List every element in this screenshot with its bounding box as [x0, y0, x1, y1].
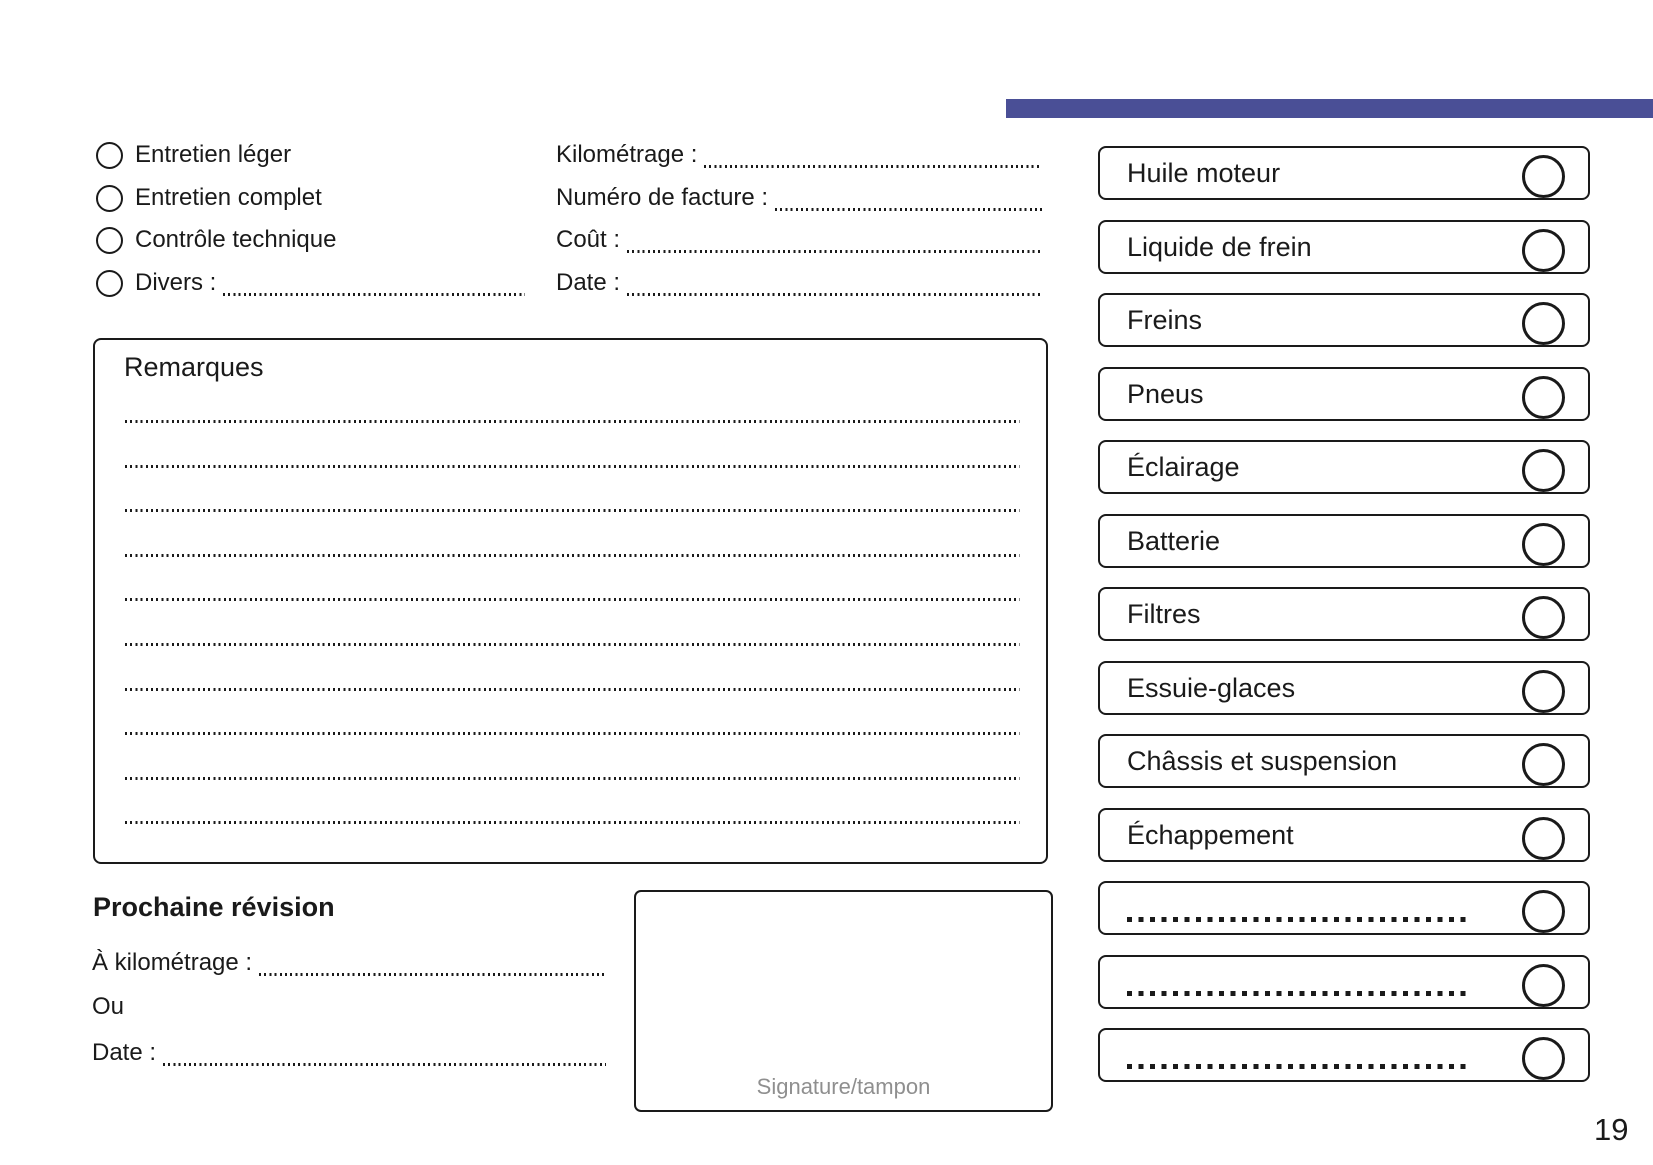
- service-option-controle-technique: [96, 223, 525, 257]
- next-service-label: À kilométrage :: [92, 949, 253, 976]
- remark-write-line[interactable]: [125, 554, 1020, 557]
- checklist-label: Essuie-glaces: [1127, 673, 1296, 703]
- checklist-label: Freins: [1127, 305, 1203, 335]
- blank-item-fill-line[interactable]: [1127, 991, 1472, 996]
- checklist-row-blank-3: [1098, 1028, 1590, 1082]
- kilometrage-fill-line[interactable]: [704, 165, 1042, 168]
- check-circle-icon[interactable]: [1522, 523, 1565, 566]
- next-service-kilometrage: [92, 946, 606, 980]
- check-circle-icon[interactable]: [1522, 817, 1565, 860]
- next-service-label: Date :: [92, 1039, 157, 1066]
- field-label: Numéro de facture :: [556, 184, 769, 211]
- remark-write-line[interactable]: [125, 777, 1020, 780]
- check-circle-icon[interactable]: [1522, 155, 1565, 198]
- checklist-label: Éclairage: [1127, 452, 1240, 482]
- next-date-fill-line[interactable]: [163, 1063, 606, 1066]
- radio-icon[interactable]: [96, 185, 123, 212]
- remark-write-line[interactable]: [125, 420, 1020, 423]
- checklist-row-echappement: [1098, 808, 1590, 862]
- next-kilometrage-fill-line[interactable]: [259, 973, 606, 976]
- service-option-entretien-leger: [96, 138, 525, 172]
- checklist-row-chassis-et-suspension: [1098, 734, 1590, 788]
- next-service-ou: [92, 990, 606, 1024]
- field-label: Date :: [556, 269, 621, 296]
- check-circle-icon[interactable]: [1522, 302, 1565, 345]
- signature-box[interactable]: [634, 890, 1053, 1112]
- next-service-date: [92, 1036, 606, 1070]
- checklist-row-filtres: [1098, 587, 1590, 641]
- service-option-label: Divers :: [135, 269, 217, 296]
- page-number: 19: [1594, 1112, 1629, 1147]
- date-fill-line[interactable]: [627, 293, 1042, 296]
- checklist-row-batterie: [1098, 514, 1590, 568]
- field-date: [556, 266, 1042, 300]
- service-option-divers: [96, 266, 525, 300]
- remark-write-line[interactable]: [125, 598, 1020, 601]
- check-circle-icon[interactable]: [1522, 670, 1565, 713]
- remarks-box: [93, 338, 1048, 864]
- checklist-label: Batterie: [1127, 526, 1221, 556]
- remark-write-line[interactable]: [125, 688, 1020, 691]
- radio-icon[interactable]: [96, 142, 123, 169]
- checklist-row-liquide-de-frein: [1098, 220, 1590, 274]
- remark-write-line[interactable]: [125, 643, 1020, 646]
- checklist-row-pneus: [1098, 367, 1590, 421]
- checklist-row-blank-2: [1098, 955, 1590, 1009]
- service-option-entretien-complet: [96, 181, 525, 215]
- checklist-label: Filtres: [1127, 599, 1201, 629]
- field-numero-facture: [556, 181, 1042, 215]
- checklist-row-huile-moteur: [1098, 146, 1590, 200]
- remark-write-line[interactable]: [125, 509, 1020, 512]
- checklist-label: Pneus: [1127, 379, 1204, 409]
- service-option-label: Entretien complet: [135, 184, 322, 211]
- service-option-label: Entretien léger: [135, 141, 292, 168]
- checklist-row-freins: [1098, 293, 1590, 347]
- remarks-title: Remarques: [124, 352, 264, 382]
- field-label: Kilométrage :: [556, 141, 698, 168]
- check-circle-icon[interactable]: [1522, 1037, 1565, 1080]
- check-circle-icon[interactable]: [1522, 229, 1565, 272]
- checklist-label: Châssis et suspension: [1127, 746, 1398, 776]
- radio-icon[interactable]: [96, 227, 123, 254]
- signature-label: Signature/tampon: [756, 1074, 931, 1099]
- next-service-label: Ou: [92, 993, 125, 1020]
- checklist-row-blank-1: [1098, 881, 1590, 935]
- field-label: Coût :: [556, 226, 621, 253]
- next-service-title: Prochaine révision: [93, 892, 335, 922]
- check-circle-icon[interactable]: [1522, 596, 1565, 639]
- check-circle-icon[interactable]: [1522, 743, 1565, 786]
- check-circle-icon[interactable]: [1522, 964, 1565, 1007]
- remark-write-line[interactable]: [125, 732, 1020, 735]
- checklist-label: Liquide de frein: [1127, 232, 1312, 262]
- checklist-row-essuie-glaces: [1098, 661, 1590, 715]
- blank-item-fill-line[interactable]: [1127, 1064, 1472, 1069]
- check-circle-icon[interactable]: [1522, 449, 1565, 492]
- checklist-label: Échappement: [1127, 820, 1294, 850]
- checklist-label: Huile moteur: [1127, 158, 1281, 188]
- field-cout: [556, 223, 1042, 257]
- field-kilometrage: [556, 138, 1042, 172]
- service-option-label: Contrôle technique: [135, 226, 337, 253]
- remark-write-line[interactable]: [125, 465, 1020, 468]
- remark-write-line[interactable]: [125, 821, 1020, 824]
- checklist-row-eclairage: [1098, 440, 1590, 494]
- divers-fill-line[interactable]: [223, 293, 525, 296]
- numero-facture-fill-line[interactable]: [775, 208, 1042, 211]
- blank-item-fill-line[interactable]: [1127, 917, 1472, 922]
- cout-fill-line[interactable]: [627, 250, 1042, 253]
- accent-bar: [1006, 99, 1653, 118]
- check-circle-icon[interactable]: [1522, 376, 1565, 419]
- radio-icon[interactable]: [96, 270, 123, 297]
- check-circle-icon[interactable]: [1522, 890, 1565, 933]
